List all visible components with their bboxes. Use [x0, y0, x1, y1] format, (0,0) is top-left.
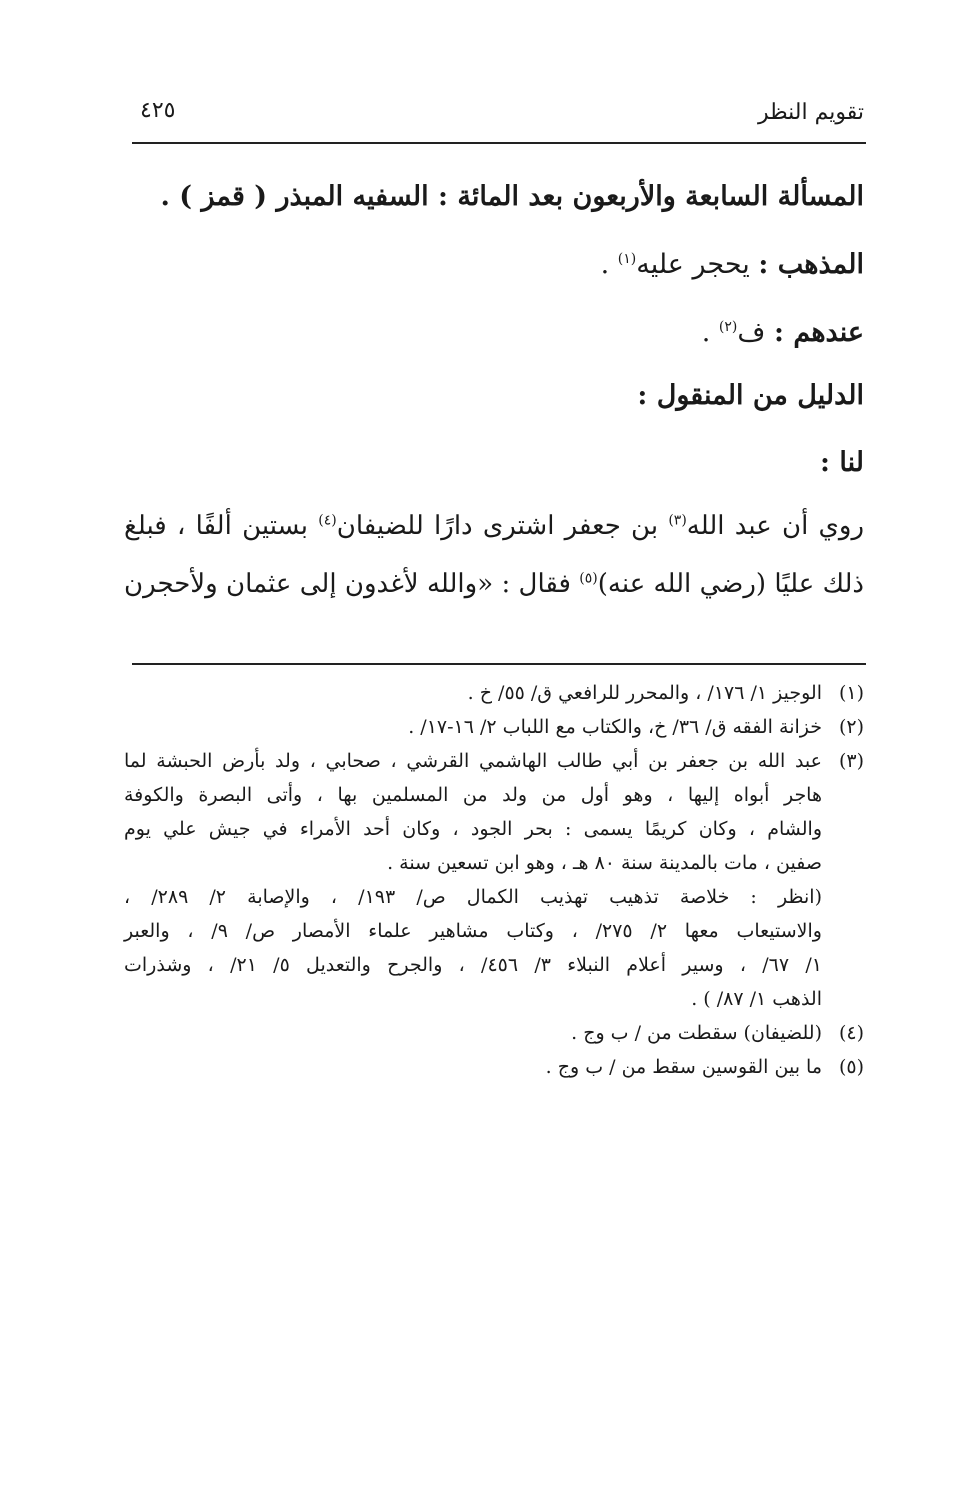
footnote-2: [124, 710, 864, 744]
madhhab-line: المذهب : يحجر عليه$^{(١)}$ .: [600, 249, 864, 280]
footnote-number: (٤): [838, 1022, 864, 1044]
lana-heading-text: لنا :: [820, 447, 864, 478]
narration-1b: بن جعفر اشترى دارًا للضيفان: [336, 511, 659, 541]
footnote-ref-1: (١): [617, 251, 637, 267]
header-divider: [132, 142, 866, 144]
footnote-ref-2: (٢): [718, 319, 738, 335]
evidence-heading-text: الدليل من المنقول :: [637, 380, 864, 411]
narration-2a: ذلك عليًا (رضي الله عنه): [597, 569, 864, 599]
madhhab-text: يحجر عليه: [636, 249, 750, 280]
footnote-line: والاستيعاب معها ٢/ ٢٧٥/ ، وكتاب مشاهير علماء الأمصار ص/ ٩/ ، والعبر: [124, 920, 822, 942]
page-number: ٤٢٥: [140, 98, 176, 123]
footnote-line: خزانة الفقه ق/ ٣٦/ خ، والكتاب مع اللباب ٢/ ١٦-١٧/ .: [408, 716, 822, 738]
footnote-line: (انظر : خلاصة تذهيب تهذيب الكمال ص/ ١٩٣/ ، والإصابة ٢/ ٢٨٩/ ،: [124, 886, 822, 908]
running-title: تقويم النظر: [757, 100, 864, 125]
narration-line-1: [124, 511, 864, 541]
narration-2b: فقال : «والله لأغدون إلى عثمان ولأحجرن: [124, 569, 571, 599]
footnote-number: (٥): [838, 1056, 864, 1078]
footnote-number: (١): [838, 682, 864, 704]
narration-1a: روي أن عبد الله: [686, 511, 865, 541]
narration-paragraph: [124, 497, 864, 613]
footnote-number: (٣): [838, 750, 864, 772]
footnote-ref-4: (٤): [318, 512, 337, 529]
footnote-number: (٢): [838, 716, 864, 738]
footnote-line: ما بين القوسين سقط من / ب وج .: [545, 1056, 822, 1078]
narration-1c: بستين ألفًا ، فبلغ: [124, 511, 308, 541]
footnote-line: الوجيز ١/ ١٧٦/ ، والمحرر للرافعي ق/ ٥٥/ خ .: [467, 682, 822, 704]
footnote-3: [124, 744, 864, 1016]
footnote-line: عبد الله بن جعفر بن أبي طالب الهاشمي القرشي ، صحابي ، ولد بأرض الحبشة لما: [124, 750, 822, 772]
issue-title: [124, 177, 864, 217]
footnote-4: [124, 1016, 864, 1050]
footnote-line: والشام ، وكان كريمًا يسمى : بحر الجود ، وكان أحد الأمراء في جيش علي يوم: [124, 818, 822, 840]
indahum-line: عندهم : ف$^{(٢)}$ .: [701, 317, 864, 348]
footnote-line: ١/ ٦٧/ ، وسير أعلام النبلاء ٣/ ٤٥٦/ ، والجرح والتعديل ٥/ ٢١/ ، وشذرات: [124, 954, 822, 976]
footnote-1: [124, 676, 864, 710]
footnote-ref-3: (٣): [668, 512, 687, 529]
footnote-5: [124, 1050, 864, 1084]
footnote-line: صفين ، مات بالمدينة سنة ٨٠ هـ ، وهو ابن تسعين سنة .: [387, 852, 822, 874]
footnote-line: (للضيفان) سقطت من / ب وج .: [571, 1022, 822, 1044]
issue-title-text: المسألة السابعة والأربعون بعد المائة : السفيه المبذر ( قمز ) .: [160, 181, 864, 212]
lana-heading: [124, 443, 864, 483]
footnote-line: هاجر أبواه إليها ، وهو أول من ولد من المسلمين بها ، وأتى البصرة والكوفة: [124, 784, 822, 806]
footnote-ref-5: (٥): [579, 570, 598, 587]
madhhab-label: المذهب :: [758, 249, 864, 280]
indahum-label: عندهم :: [773, 317, 864, 348]
footnote-divider: [132, 663, 866, 665]
indahum-text: ف: [737, 317, 766, 348]
evidence-heading: [124, 376, 864, 416]
narration-line-2: [124, 569, 864, 599]
footnotes: [124, 676, 864, 1084]
footnote-line: الذهب ١/ ٨٧/ ) .: [691, 988, 822, 1010]
